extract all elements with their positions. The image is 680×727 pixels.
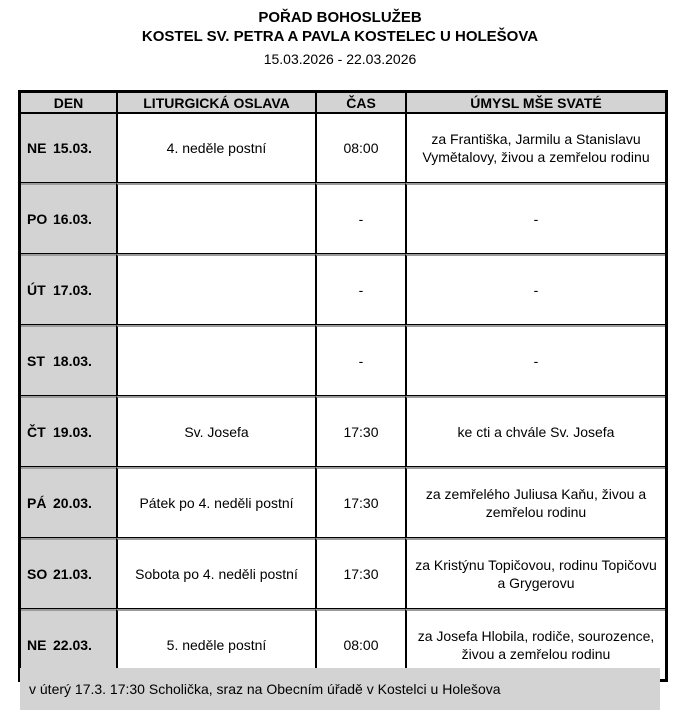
day-cell: [21, 538, 116, 609]
day-cell: [21, 396, 116, 467]
intention-cell: -: [405, 183, 665, 254]
celebration-cell: 5. neděle postní: [116, 609, 315, 679]
celebration-cell: Pátek po 4. neděli postní: [116, 467, 315, 538]
time-cell: 08:00: [315, 114, 405, 183]
announcement-bar: [20, 668, 660, 710]
day-abbrev: ČT: [27, 424, 46, 440]
day-abbrev: ÚT: [27, 282, 46, 298]
table-row: [21, 467, 665, 538]
day-abbrev: NE: [27, 140, 47, 156]
intention-cell: -: [405, 254, 665, 325]
day-date: 15.03.: [53, 140, 92, 156]
time-cell: 17:30: [315, 467, 405, 538]
intention-cell: za Františka, Jarmilu a Stanislavu Vymětalovy, živou a zemřelou rodinu: [405, 114, 665, 183]
page-title: POŘAD BOHOSLUŽEB: [258, 9, 422, 26]
day-cell: [21, 325, 116, 396]
day-cell: [21, 254, 116, 325]
day-date: 22.03.: [53, 637, 92, 653]
table-row: [21, 183, 665, 254]
time-cell: -: [315, 183, 405, 254]
day-date: 18.03.: [53, 353, 92, 369]
day-abbrev: NE: [27, 637, 47, 653]
celebration-cell: [116, 325, 315, 396]
time-cell: 08:00: [315, 609, 405, 679]
day-abbrev: PO: [27, 211, 48, 227]
day-cell: [21, 183, 116, 254]
intention-cell: za Josefa Hlobila, rodiče, sourozence, živou a zemřelou rodinu: [405, 609, 665, 679]
day-abbrev: ST: [27, 353, 45, 369]
time-cell: -: [315, 254, 405, 325]
column-header-day: DEN: [21, 93, 116, 114]
day-date: 17.03.: [53, 282, 92, 298]
celebration-cell: Sv. Josefa: [116, 396, 315, 467]
church-name: KOSTEL SV. PETRA A PAVLA KOSTELEC U HOLEŠOVA: [141, 28, 539, 45]
table-row: [21, 325, 665, 396]
table-row: [21, 114, 665, 183]
column-header-time: ČAS: [315, 93, 405, 114]
day-date: 20.03.: [53, 495, 92, 511]
column-header-intention: ÚMYSL MŠE SVATÉ: [405, 93, 665, 114]
day-cell: [21, 467, 116, 538]
celebration-cell: Sobota po 4. neděli postní: [116, 538, 315, 609]
celebration-cell: [116, 254, 315, 325]
time-cell: 17:30: [315, 538, 405, 609]
time-cell: 17:30: [315, 396, 405, 467]
day-date: 21.03.: [53, 566, 92, 582]
announcement-text: v úterý 17.3. 17:30 Scholička, sraz na Obecním úřadě v Kostelci u Holešova: [29, 681, 501, 697]
day-abbrev: PÁ: [27, 495, 47, 511]
schedule-table: [18, 90, 668, 682]
column-header-celebration: LITURGICKÁ OSLAVA: [116, 93, 315, 114]
day-date: 19.03.: [53, 424, 92, 440]
table-row: [21, 396, 665, 467]
celebration-cell: [116, 183, 315, 254]
date-range: 15.03.2026 - 22.03.2026: [263, 51, 417, 67]
day-cell: [21, 114, 116, 183]
day-abbrev: SO: [27, 566, 48, 582]
intention-cell: za Kristýnu Topičovou, rodinu Topičovu a Grygerovu: [405, 538, 665, 609]
intention-cell: za zemřelého Juliusa Kaňu, živou a zemřelou rodinu: [405, 467, 665, 538]
intention-cell: ke cti a chvále Sv. Josefa: [405, 396, 665, 467]
table-row: [21, 254, 665, 325]
title-block: [0, 0, 680, 69]
intention-cell: -: [405, 325, 665, 396]
table-header-row: [21, 93, 665, 114]
day-date: 16.03.: [53, 211, 92, 227]
time-cell: -: [315, 325, 405, 396]
celebration-cell: 4. neděle postní: [116, 114, 315, 183]
table-row: [21, 538, 665, 609]
